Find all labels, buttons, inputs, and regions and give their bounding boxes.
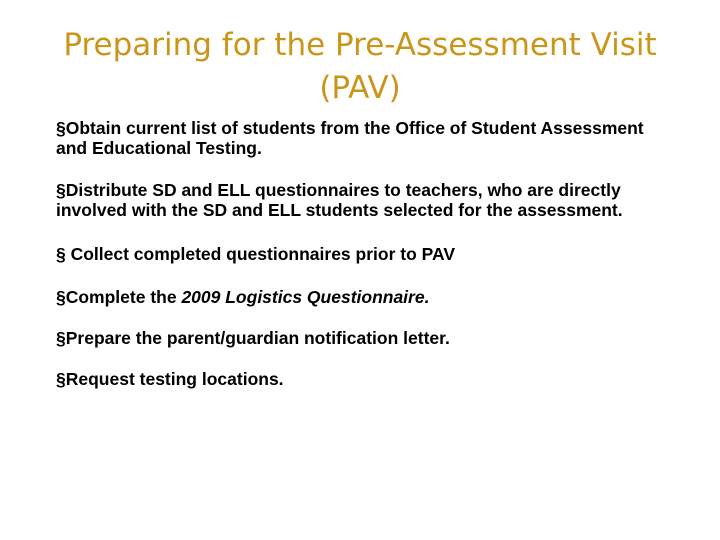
bullet-marker: §	[56, 287, 66, 307]
slide-title-line-2: (PAV)	[319, 70, 401, 107]
bullet-text: Request testing locations.	[65, 369, 284, 389]
bullet-text-italic: 2009 Logistics Questionnaire.	[181, 287, 430, 307]
bullet-marker: §	[56, 369, 66, 389]
bullet-list	[56, 118, 666, 389]
slide-title-line-1: Preparing for the Pre-Assessment Visit	[63, 27, 657, 63]
bullet-text: Obtain current list of students from the Office of Student Assessment and Educational Testing.	[56, 118, 644, 158]
bullet-text: Distribute SD and ELL questionnaires to teachers, who are directly involved with the SD and ELL students selected for the assessment.	[56, 180, 623, 220]
bullet-text: Collect completed questionnaires prior to PAV	[65, 244, 456, 264]
bullet-marker: §	[56, 180, 66, 200]
bullet-item-testing-locations	[56, 369, 666, 389]
bullet-item-distribute-questionnaires	[56, 180, 666, 220]
bullet-item-notification-letter	[56, 328, 666, 348]
bullet-item-obtain-list	[56, 118, 666, 158]
bullet-item-logistics-questionnaire	[56, 287, 666, 307]
bullet-marker: §	[56, 118, 66, 138]
bullet-marker: §	[56, 244, 66, 264]
bullet-text: Prepare the parent/guardian notification letter.	[65, 328, 450, 348]
bullet-item-collect-questionnaires	[56, 244, 666, 264]
bullet-marker: §	[56, 328, 66, 348]
bullet-text: Complete the	[65, 287, 182, 307]
slide-title	[30, 24, 690, 111]
